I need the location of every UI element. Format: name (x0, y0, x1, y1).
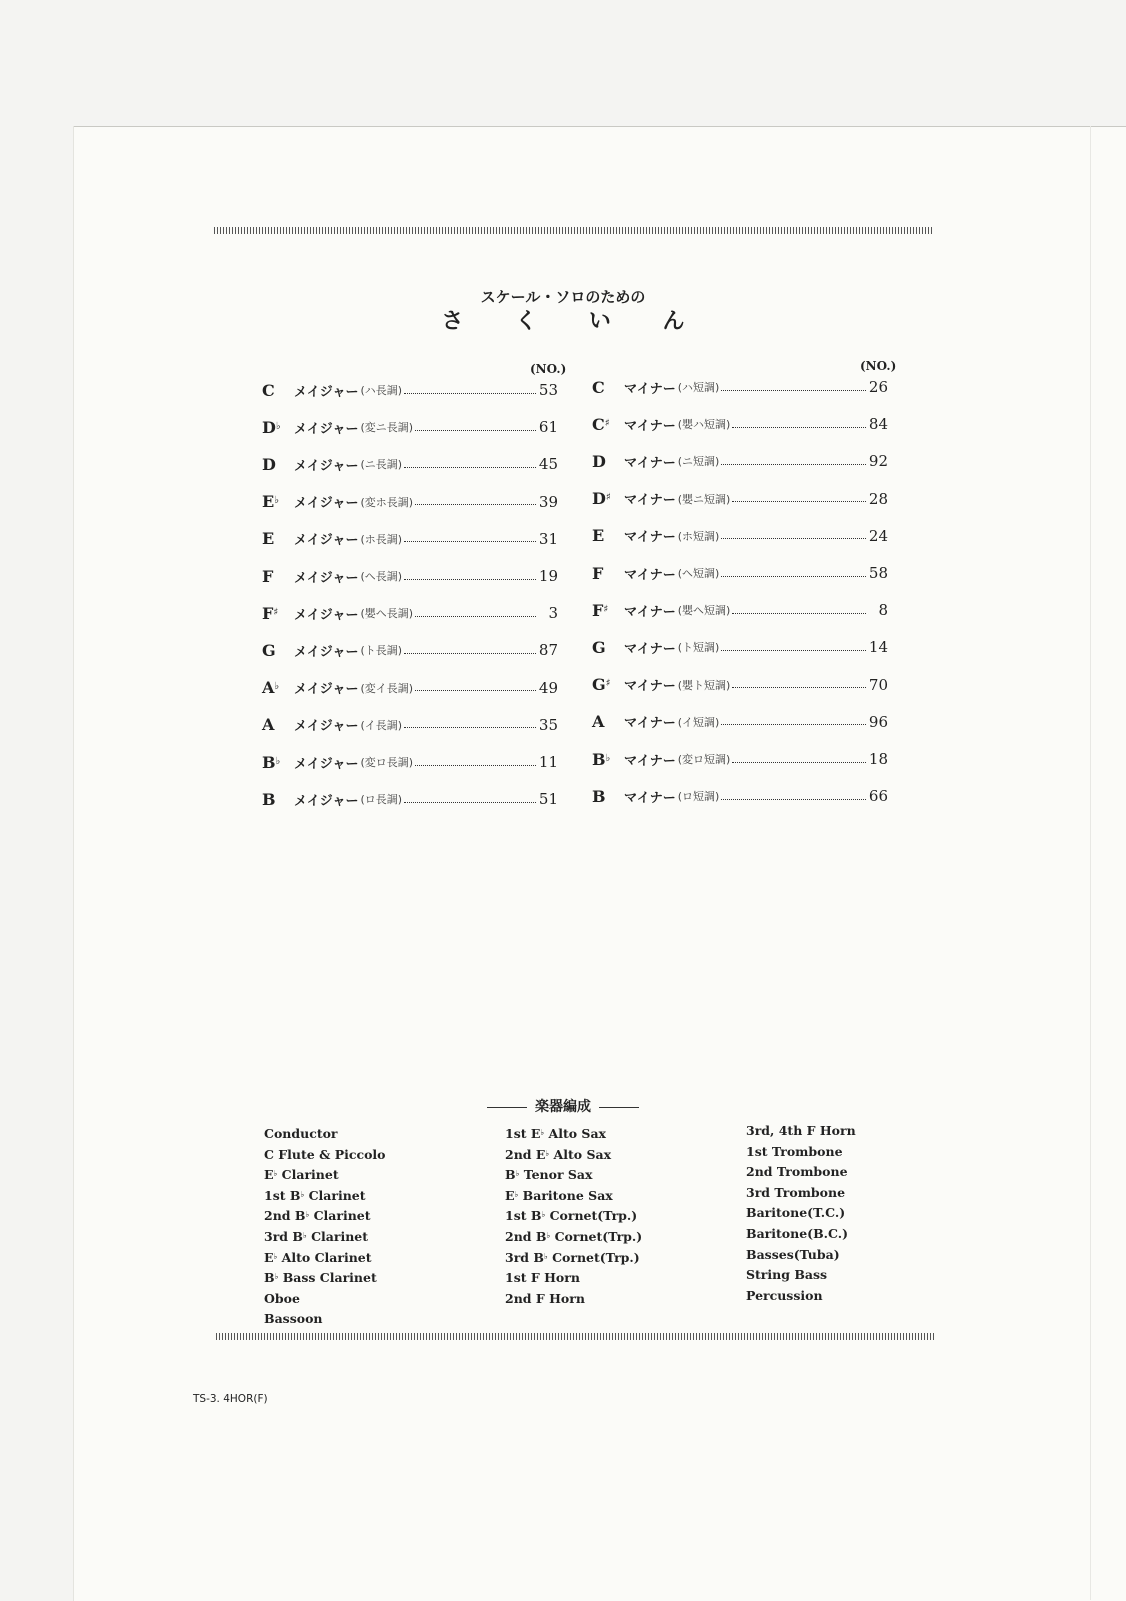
key-name: G (262, 640, 276, 660)
accidental: ♭ (274, 681, 280, 693)
key-name: C (592, 377, 605, 397)
page-number: 96 (868, 712, 888, 731)
leader-dots (721, 538, 866, 539)
page-number: 92 (868, 452, 888, 471)
instrument-item: Basses(Tuba) (746, 1246, 840, 1262)
accidental: ♭ (275, 420, 281, 432)
scale-type-label: マイナー (624, 530, 676, 546)
leader-dots (721, 650, 866, 651)
scale-type-label: マイナー (624, 679, 676, 695)
accidental: ♭ (605, 752, 611, 764)
page-number: 31 (538, 529, 558, 548)
page-number: 45 (538, 455, 558, 474)
index-row (592, 563, 888, 583)
japanese-key-name: (ニ短調) (677, 455, 720, 469)
key-name: C (262, 380, 275, 400)
instrument-item: 2nd B♭ Cornet(Trp.) (505, 1228, 643, 1244)
japanese-key-name: (ロ短調) (677, 790, 720, 804)
key-name: G♯ (592, 675, 611, 695)
leader-dots (721, 576, 866, 577)
leader-dots (721, 724, 866, 725)
page-number: 58 (868, 564, 888, 582)
leader-dots (732, 687, 866, 688)
instrument-column-2 (505, 1123, 642, 1308)
page-number: 39 (538, 492, 558, 511)
index-subtitle: スケール・ソロのための (480, 288, 646, 306)
key-name: E♭ (262, 492, 279, 512)
instrument-item: 2nd Trombone (746, 1164, 848, 1180)
index-row (262, 417, 558, 437)
page-number: 14 (868, 638, 888, 657)
index-row (262, 492, 558, 512)
instrument-item: 1st E♭ Alto Sax (505, 1126, 607, 1141)
key-name: E (592, 526, 605, 546)
index-row (262, 640, 558, 660)
japanese-key-name: (イ長調) (360, 718, 403, 732)
instrument-item: B♭ Tenor Sax (505, 1167, 593, 1183)
page-number: 26 (868, 378, 888, 396)
scale-type-label: マイナー (624, 493, 676, 509)
leader-dots (404, 802, 536, 803)
japanese-key-name: (変ニ長調) (360, 421, 414, 435)
scale-type-label: メイジャー (294, 421, 359, 437)
japanese-key-name: (嬰ヘ長調) (360, 607, 414, 621)
scale-type-label: メイジャー (294, 458, 359, 474)
scale-type-label: メイジャー (294, 719, 359, 735)
scale-type-label: マイナー (624, 418, 676, 434)
accidental: ♭ (275, 755, 281, 767)
page-number: 49 (538, 678, 558, 697)
leader-dots (404, 579, 536, 580)
index-row (592, 414, 888, 434)
key-name: D (262, 454, 276, 474)
instrument-item: 1st F Horn (505, 1270, 580, 1286)
index-title: さ く い ん (441, 309, 707, 334)
major-no-header: (NO.) (530, 362, 567, 376)
instrument-item: 2nd E♭ Alto Sax (505, 1146, 612, 1162)
instrument-item: B♭ Bass Clarinet (264, 1270, 377, 1286)
leader-dots (415, 690, 536, 691)
japanese-key-name: (変ロ短調) (677, 753, 731, 766)
leader-dots (404, 541, 536, 542)
instrument-item: Baritone(T.C.) (746, 1205, 846, 1221)
accidental: ♭ (274, 495, 279, 507)
scale-type-label: メイジャー (294, 682, 359, 698)
key-name: F (262, 566, 274, 586)
index-row (592, 600, 888, 620)
instrument-item: 3rd, 4th F Horn (746, 1123, 856, 1138)
scale-type-label: マイナー (624, 641, 676, 657)
japanese-key-name: (ニ長調) (360, 458, 403, 472)
instrument-item: E♭ Clarinet (264, 1167, 339, 1183)
page-number: 84 (868, 415, 888, 434)
instrument-item: 2nd B♭ Clarinet (264, 1208, 371, 1224)
japanese-key-name: (ハ短調) (677, 381, 720, 394)
instrument-item: E♭ Baritone Sax (505, 1187, 613, 1203)
scale-type-label: マイナー (624, 790, 676, 806)
leader-dots (721, 390, 866, 391)
instrument-column-3 (746, 1120, 856, 1305)
index-row (592, 637, 888, 657)
instrument-item: Baritone(B.C.) (746, 1225, 848, 1241)
scale-type-label: メイジャー (294, 496, 359, 512)
scale-type-label: マイナー (624, 567, 676, 583)
leader-dots (415, 430, 536, 431)
page-number: 53 (538, 381, 558, 399)
japanese-key-name: (変ロ長調) (360, 756, 414, 769)
key-name: A (262, 715, 275, 735)
index-row (592, 712, 888, 732)
japanese-key-name: (ホ短調) (677, 529, 720, 543)
key-name: D♭ (262, 417, 281, 437)
instrument-item: C Flute & Piccolo (264, 1146, 386, 1162)
instrument-item: 1st B♭ Cornet(Trp.) (505, 1208, 638, 1224)
leader-dots (721, 799, 866, 800)
instrument-item: Percussion (746, 1287, 823, 1303)
key-name: E (262, 529, 275, 549)
instrument-item: Oboe (264, 1290, 300, 1306)
japanese-key-name: (ハ長調) (360, 384, 403, 397)
index-row (262, 752, 558, 772)
index-row (262, 715, 558, 735)
japanese-key-name: (変ホ長調) (360, 495, 414, 509)
scale-type-label: メイジャー (294, 533, 359, 549)
page-number: 19 (538, 567, 558, 585)
accidental: ♯ (604, 417, 610, 429)
index-row (262, 454, 558, 474)
footer-code: TS-3. 4HOR(F) (193, 1393, 268, 1405)
scale-type-label: メイジャー (294, 607, 359, 623)
page-fold-line (1090, 126, 1091, 1600)
instrument-item: 3rd Trombone (746, 1184, 846, 1200)
index-row (592, 749, 888, 769)
heading-dash-left (487, 1107, 527, 1108)
index-row (262, 529, 558, 549)
page-number: 18 (868, 750, 888, 768)
instrument-item: 1st B♭ Clarinet (264, 1187, 366, 1203)
japanese-key-name: (ヘ短調) (677, 567, 720, 580)
page-number: 11 (538, 753, 558, 771)
index-row (262, 678, 558, 698)
page-number: 51 (538, 790, 558, 809)
leader-dots (732, 501, 866, 502)
index-row (262, 380, 558, 400)
instrument-item: 3rd B♭ Clarinet (264, 1228, 369, 1244)
japanese-key-name: (嬰ハ短調) (677, 418, 731, 432)
index-row (592, 675, 888, 695)
key-name: F (592, 563, 604, 583)
key-name: B♭ (262, 752, 281, 772)
heading-dash-right (599, 1107, 639, 1108)
leader-dots (404, 727, 536, 728)
leader-dots (732, 613, 866, 614)
page-number: 24 (868, 526, 888, 545)
key-name: A (592, 712, 605, 732)
leader-dots (721, 464, 866, 465)
scale-type-label: マイナー (624, 604, 676, 620)
index-row (262, 603, 558, 623)
japanese-key-name: (ヘ長調) (360, 570, 403, 583)
japanese-key-name: (イ短調) (677, 715, 720, 729)
japanese-key-name: (嬰ヘ短調) (677, 604, 731, 618)
japanese-key-name: (変イ長調) (360, 681, 414, 695)
index-row (262, 566, 558, 586)
key-name: B (592, 786, 606, 806)
scale-type-label: メイジャー (294, 644, 359, 660)
instrument-column-1 (264, 1123, 386, 1329)
leader-dots (732, 762, 866, 763)
page-sheet (74, 126, 1126, 1601)
page-number: 3 (548, 604, 558, 623)
page-number: 87 (538, 641, 558, 660)
accidental: ♯ (605, 678, 611, 690)
accidental: ♯ (605, 492, 611, 504)
key-name: G (592, 637, 606, 657)
scale-type-label: メイジャー (294, 793, 359, 809)
scale-type-label: メイジャー (294, 570, 359, 586)
leader-dots (732, 427, 866, 428)
scale-type-label: マイナー (624, 716, 676, 732)
leader-dots (404, 393, 536, 394)
key-name: D (592, 451, 606, 471)
page-number: 61 (538, 418, 558, 437)
top-ornamental-rule (214, 227, 932, 234)
japanese-key-name: (ホ長調) (360, 532, 403, 546)
key-name: F♯ (262, 603, 279, 623)
japanese-key-name: (ト短調) (677, 641, 720, 655)
key-name: A♭ (262, 678, 280, 698)
japanese-key-name: (ト長調) (360, 644, 403, 658)
instrument-item: String Bass (746, 1267, 828, 1283)
accidental: ♯ (603, 603, 609, 615)
scale-type-label: メイジャー (294, 384, 359, 400)
instrument-item: E♭ Alto Clarinet (264, 1249, 372, 1265)
scale-type-label: マイナー (624, 753, 676, 769)
japanese-key-name: (嬰ト短調) (677, 678, 731, 692)
instrument-item: 2nd F Horn (505, 1290, 585, 1306)
leader-dots (415, 616, 536, 617)
leader-dots (415, 765, 536, 766)
index-row (592, 526, 888, 546)
scale-type-label: マイナー (624, 381, 676, 397)
index-row (592, 786, 888, 806)
instrumentation-heading (0, 1096, 1126, 1116)
bottom-ornamental-rule (216, 1333, 934, 1340)
instrument-item: 3rd B♭ Cornet(Trp.) (505, 1249, 640, 1265)
minor-no-header: (NO.) (860, 359, 897, 373)
leader-dots (415, 504, 536, 505)
index-row (262, 789, 558, 809)
page-number: 35 (538, 715, 558, 734)
key-name: B (262, 789, 276, 809)
index-row (592, 489, 888, 509)
page-number: 8 (878, 601, 888, 620)
key-name: F♯ (592, 600, 609, 620)
instrument-item: Conductor (264, 1126, 338, 1141)
index-row (592, 377, 888, 397)
leader-dots (404, 653, 536, 654)
leader-dots (404, 467, 536, 468)
page-number: 66 (868, 787, 888, 806)
japanese-key-name: (嬰ニ短調) (677, 492, 731, 506)
page-number: 70 (868, 675, 888, 694)
instrument-item: 1st Trombone (746, 1143, 843, 1159)
scale-type-label: マイナー (624, 455, 676, 471)
accidental: ♯ (273, 606, 279, 618)
instrument-item: Bassoon (264, 1311, 323, 1327)
key-name: B♭ (592, 749, 611, 769)
scale-type-label: メイジャー (294, 756, 359, 772)
key-name: C♯ (592, 414, 610, 434)
instrumentation-heading-text: 楽器編成 (535, 1099, 591, 1115)
japanese-key-name: (ロ長調) (360, 793, 403, 807)
page-number: 28 (868, 489, 888, 508)
index-row (592, 451, 888, 471)
key-name: D♯ (592, 489, 611, 509)
